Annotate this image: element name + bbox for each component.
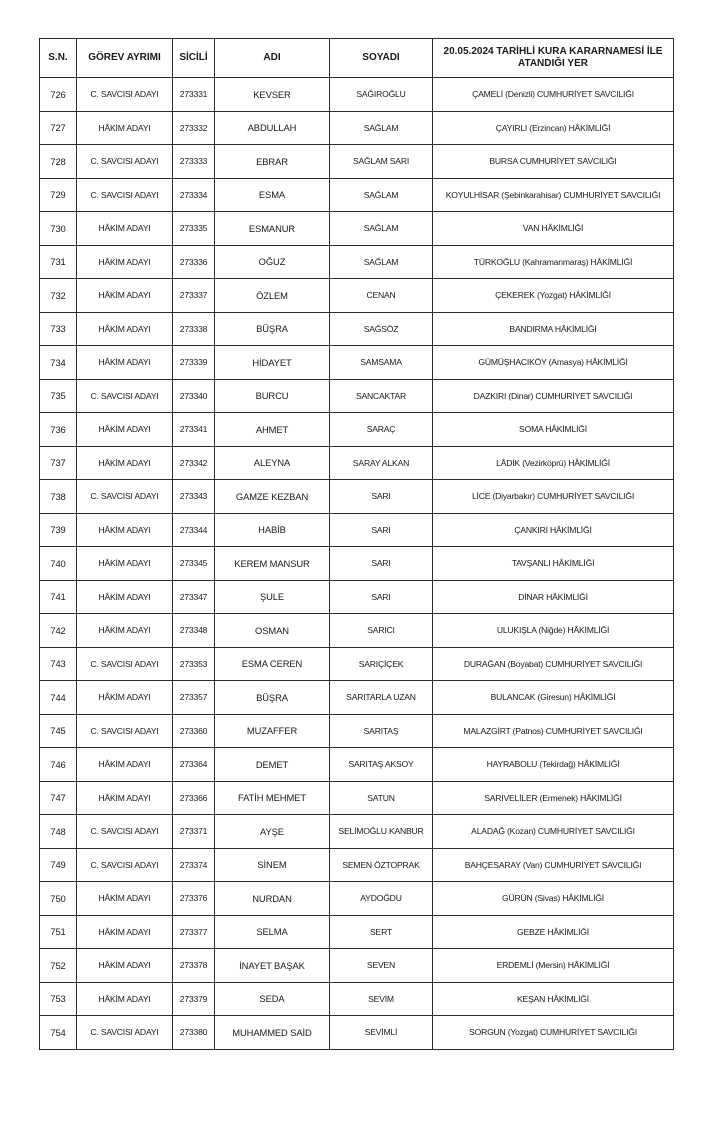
table-row <box>40 547 674 581</box>
cell-sn: 743 <box>40 647 77 681</box>
cell-sn: 729 <box>40 178 77 212</box>
table-row <box>40 480 674 514</box>
cell-sicili: 273337 <box>173 279 215 313</box>
cell-gorev-ayrimi: HÂKİM ADAYI <box>77 614 173 648</box>
cell-soyadi: SARAY ALKAN <box>330 446 433 480</box>
cell-sn: 727 <box>40 111 77 145</box>
cell-atandigi-yer: ÇAYIRLI (Erzincan) HÂKİMLİĞİ <box>433 111 674 145</box>
table-row <box>40 848 674 882</box>
cell-soyadi: SARI <box>330 480 433 514</box>
cell-gorev-ayrimi: HÂKİM ADAYI <box>77 346 173 380</box>
cell-sicili: 273353 <box>173 647 215 681</box>
table-row <box>40 781 674 815</box>
cell-sicili: 273340 <box>173 379 215 413</box>
cell-soyadi: SARIÇİÇEK <box>330 647 433 681</box>
cell-sicili: 273364 <box>173 748 215 782</box>
cell-gorev-ayrimi: HÂKİM ADAYI <box>77 915 173 949</box>
table-row <box>40 111 674 145</box>
cell-atandigi-yer: TÜRKOĞLU (Kahramanmaraş) HÂKİMLİĞİ <box>433 245 674 279</box>
cell-sn: 728 <box>40 145 77 179</box>
cell-soyadi: SAĞIROĞLU <box>330 78 433 112</box>
cell-sicili: 273371 <box>173 815 215 849</box>
cell-soyadi: SARICI <box>330 614 433 648</box>
cell-gorev-ayrimi: HÂKİM ADAYI <box>77 781 173 815</box>
cell-gorev-ayrimi: HÂKİM ADAYI <box>77 513 173 547</box>
cell-gorev-ayrimi: C. SAVCISI ADAYI <box>77 848 173 882</box>
table-row <box>40 178 674 212</box>
cell-sicili: 273334 <box>173 178 215 212</box>
cell-gorev-ayrimi: HÂKİM ADAYI <box>77 279 173 313</box>
cell-gorev-ayrimi: HÂKİM ADAYI <box>77 245 173 279</box>
cell-sicili: 273379 <box>173 982 215 1016</box>
table-row <box>40 614 674 648</box>
cell-atandigi-yer: BURSA CUMHURİYET SAVCILIĞI <box>433 145 674 179</box>
cell-sn: 750 <box>40 882 77 916</box>
cell-gorev-ayrimi: HÂKİM ADAYI <box>77 446 173 480</box>
cell-adi: MUHAMMED SAİD <box>215 1016 330 1050</box>
cell-gorev-ayrimi: HÂKİM ADAYI <box>77 413 173 447</box>
cell-gorev-ayrimi: HÂKİM ADAYI <box>77 982 173 1016</box>
cell-soyadi: SEVİM <box>330 982 433 1016</box>
cell-adi: KEREM MANSUR <box>215 547 330 581</box>
cell-atandigi-yer: SORGUN (Yozgat) CUMHURİYET SAVCILIĞI <box>433 1016 674 1050</box>
cell-soyadi: SAĞLAM <box>330 111 433 145</box>
cell-atandigi-yer: ERDEMLİ (Mersin) HÂKİMLİĞİ <box>433 949 674 983</box>
cell-atandigi-yer: LİCE (Diyarbakır) CUMHURİYET SAVCILIĞI <box>433 480 674 514</box>
cell-sicili: 273344 <box>173 513 215 547</box>
cell-sn: 731 <box>40 245 77 279</box>
cell-atandigi-yer: ÇANKIRI HÂKİMLİĞİ <box>433 513 674 547</box>
cell-sn: 748 <box>40 815 77 849</box>
cell-atandigi-yer: VAN HÂKİMLİĞİ <box>433 212 674 246</box>
cell-sn: 752 <box>40 949 77 983</box>
cell-sicili: 273331 <box>173 78 215 112</box>
cell-soyadi: SAĞLAM SARI <box>330 145 433 179</box>
table-row <box>40 1016 674 1050</box>
cell-sn: 753 <box>40 982 77 1016</box>
cell-gorev-ayrimi: HÂKİM ADAYI <box>77 882 173 916</box>
cell-gorev-ayrimi: C. SAVCISI ADAYI <box>77 714 173 748</box>
cell-sn: 739 <box>40 513 77 547</box>
cell-soyadi: SAMSAMA <box>330 346 433 380</box>
cell-adi: ESMA <box>215 178 330 212</box>
cell-adi: ESMA CEREN <box>215 647 330 681</box>
table-row <box>40 212 674 246</box>
cell-sn: 749 <box>40 848 77 882</box>
cell-adi: KEVSER <box>215 78 330 112</box>
cell-sn: 736 <box>40 413 77 447</box>
cell-sicili: 273380 <box>173 1016 215 1050</box>
cell-soyadi: SAĞLAM <box>330 245 433 279</box>
cell-sn: 751 <box>40 915 77 949</box>
cell-sn: 741 <box>40 580 77 614</box>
cell-adi: ALEYNA <box>215 446 330 480</box>
cell-atandigi-yer: BULANCAK (Giresun) HÂKİMLİĞİ <box>433 681 674 715</box>
cell-soyadi: SAĞLAM <box>330 178 433 212</box>
table-row <box>40 681 674 715</box>
table-header-row <box>40 39 674 78</box>
table-row <box>40 982 674 1016</box>
cell-atandigi-yer: BANDIRMA HÂKİMLİĞİ <box>433 312 674 346</box>
assignment-table <box>39 38 674 1050</box>
cell-gorev-ayrimi: C. SAVCISI ADAYI <box>77 178 173 212</box>
cell-sicili: 273348 <box>173 614 215 648</box>
table-row <box>40 714 674 748</box>
assignment-list-page <box>39 38 673 1050</box>
cell-sn: 747 <box>40 781 77 815</box>
cell-sn: 740 <box>40 547 77 581</box>
cell-sicili: 273357 <box>173 681 215 715</box>
cell-atandigi-yer: GEBZE HÂKİMLİĞİ <box>433 915 674 949</box>
cell-sn: 735 <box>40 379 77 413</box>
cell-sicili: 273374 <box>173 848 215 882</box>
cell-sicili: 273345 <box>173 547 215 581</box>
cell-soyadi: CENAN <box>330 279 433 313</box>
cell-sn: 737 <box>40 446 77 480</box>
table-row <box>40 915 674 949</box>
cell-atandigi-yer: SOMA HÂKİMLİĞİ <box>433 413 674 447</box>
cell-soyadi: SAĞLAM <box>330 212 433 246</box>
cell-sicili: 273335 <box>173 212 215 246</box>
cell-gorev-ayrimi: C. SAVCISI ADAYI <box>77 145 173 179</box>
cell-atandigi-yer: DAZKIRI (Dinar) CUMHURİYET SAVCILIĞI <box>433 379 674 413</box>
cell-soyadi: SELİMOĞLU KANBUR <box>330 815 433 849</box>
cell-soyadi: SANCAKTAR <box>330 379 433 413</box>
table-row <box>40 78 674 112</box>
header-adi: ADI <box>215 39 330 78</box>
table-row <box>40 312 674 346</box>
cell-sicili: 273339 <box>173 346 215 380</box>
cell-adi: ÖZLEM <box>215 279 330 313</box>
cell-adi: BÜŞRA <box>215 312 330 346</box>
cell-soyadi: SAĞSÖZ <box>330 312 433 346</box>
table-row <box>40 949 674 983</box>
table-row <box>40 580 674 614</box>
header-soyadi: SOYADI <box>330 39 433 78</box>
cell-atandigi-yer: BAHÇESARAY (Van) CUMHURİYET SAVCILIĞI <box>433 848 674 882</box>
cell-adi: ŞULE <box>215 580 330 614</box>
header-atandigi-yer: 20.05.2024 TARİHLİ KURA KARARNAMESİ İLE ATANDIĞI YER <box>433 39 674 78</box>
cell-gorev-ayrimi: HÂKİM ADAYI <box>77 312 173 346</box>
cell-soyadi: SARAÇ <box>330 413 433 447</box>
cell-adi: SİNEM <box>215 848 330 882</box>
cell-adi: FATİH MEHMET <box>215 781 330 815</box>
cell-atandigi-yer: ULUKIŞLA (Niğde) HÂKİMLİĞİ <box>433 614 674 648</box>
cell-atandigi-yer: DİNAR HÂKİMLİĞİ <box>433 580 674 614</box>
cell-gorev-ayrimi: C. SAVCISI ADAYI <box>77 815 173 849</box>
cell-adi: AYŞE <box>215 815 330 849</box>
table-row <box>40 279 674 313</box>
cell-soyadi: SARI <box>330 580 433 614</box>
cell-gorev-ayrimi: HÂKİM ADAYI <box>77 212 173 246</box>
cell-atandigi-yer: ÇEKEREK (Yozgat) HÂKİMLİĞİ <box>433 279 674 313</box>
cell-sicili: 273377 <box>173 915 215 949</box>
cell-adi: SEDA <box>215 982 330 1016</box>
cell-sicili: 273347 <box>173 580 215 614</box>
cell-atandigi-yer: KEŞAN HÂKİMLİĞİ <box>433 982 674 1016</box>
cell-sn: 754 <box>40 1016 77 1050</box>
cell-gorev-ayrimi: HÂKİM ADAYI <box>77 111 173 145</box>
cell-atandigi-yer: GÜMÜŞHACIKÖY (Amasya) HÂKİMLİĞİ <box>433 346 674 380</box>
table-row <box>40 882 674 916</box>
cell-gorev-ayrimi: C. SAVCISI ADAYI <box>77 379 173 413</box>
cell-sicili: 273332 <box>173 111 215 145</box>
cell-adi: AHMET <box>215 413 330 447</box>
cell-atandigi-yer: ÇAMELİ (Denizli) CUMHURİYET SAVCILIĞI <box>433 78 674 112</box>
cell-adi: OSMAN <box>215 614 330 648</box>
cell-atandigi-yer: MALAZGİRT (Patnos) CUMHURİYET SAVCILIĞI <box>433 714 674 748</box>
cell-atandigi-yer: SARIVELİLER (Ermenek) HÂKİMLİĞİ <box>433 781 674 815</box>
cell-atandigi-yer: KOYULHİSAR (Şebinkarahisar) CUMHURİYET SAVCILIĞI <box>433 178 674 212</box>
header-gorev-ayrimi: GÖREV AYRIMI <box>77 39 173 78</box>
table-row <box>40 815 674 849</box>
cell-gorev-ayrimi: HÂKİM ADAYI <box>77 547 173 581</box>
cell-gorev-ayrimi: C. SAVCISI ADAYI <box>77 78 173 112</box>
cell-adi: EBRAR <box>215 145 330 179</box>
cell-sn: 732 <box>40 279 77 313</box>
table-row <box>40 145 674 179</box>
cell-soyadi: SATUN <box>330 781 433 815</box>
cell-soyadi: SEVEN <box>330 949 433 983</box>
cell-adi: HİDAYET <box>215 346 330 380</box>
cell-sicili: 273342 <box>173 446 215 480</box>
cell-sn: 746 <box>40 748 77 782</box>
cell-adi: SELMA <box>215 915 330 949</box>
cell-atandigi-yer: HAYRABOLU (Tekirdağ) HÂKİMLİĞİ <box>433 748 674 782</box>
cell-atandigi-yer: ALADAĞ (Kozan) CUMHURİYET SAVCILIĞI <box>433 815 674 849</box>
cell-atandigi-yer: GÜRÜN (Sivas) HÂKİMLİĞİ <box>433 882 674 916</box>
table-row <box>40 647 674 681</box>
cell-atandigi-yer: DURAĞAN (Boyabat) CUMHURİYET SAVCILIĞI <box>433 647 674 681</box>
cell-sicili: 273341 <box>173 413 215 447</box>
cell-sn: 744 <box>40 681 77 715</box>
cell-sn: 730 <box>40 212 77 246</box>
cell-gorev-ayrimi: C. SAVCISI ADAYI <box>77 647 173 681</box>
cell-soyadi: SEMEN ÖZTOPRAK <box>330 848 433 882</box>
cell-sn: 734 <box>40 346 77 380</box>
cell-sn: 733 <box>40 312 77 346</box>
cell-sicili: 273360 <box>173 714 215 748</box>
cell-adi: DEMET <box>215 748 330 782</box>
cell-gorev-ayrimi: C. SAVCISI ADAYI <box>77 480 173 514</box>
cell-gorev-ayrimi: HÂKİM ADAYI <box>77 748 173 782</box>
cell-sn: 726 <box>40 78 77 112</box>
cell-soyadi: SARITAŞ AKSOY <box>330 748 433 782</box>
cell-sn: 745 <box>40 714 77 748</box>
cell-gorev-ayrimi: HÂKİM ADAYI <box>77 580 173 614</box>
header-sn: S.N. <box>40 39 77 78</box>
cell-atandigi-yer: TAVŞANLI HÂKİMLİĞİ <box>433 547 674 581</box>
cell-adi: İNAYET BAŞAK <box>215 949 330 983</box>
cell-soyadi: SARITARLA UZAN <box>330 681 433 715</box>
cell-gorev-ayrimi: HÂKİM ADAYI <box>77 681 173 715</box>
cell-adi: OĞUZ <box>215 245 330 279</box>
cell-sicili: 273376 <box>173 882 215 916</box>
cell-sicili: 273343 <box>173 480 215 514</box>
table-row <box>40 513 674 547</box>
cell-sicili: 273333 <box>173 145 215 179</box>
table-row <box>40 245 674 279</box>
cell-soyadi: SEVİMLİ <box>330 1016 433 1050</box>
cell-gorev-ayrimi: HÂKİM ADAYI <box>77 949 173 983</box>
cell-soyadi: SARITAŞ <box>330 714 433 748</box>
cell-adi: BÜŞRA <box>215 681 330 715</box>
table-row <box>40 346 674 380</box>
cell-adi: BURCU <box>215 379 330 413</box>
cell-adi: NURDAN <box>215 882 330 916</box>
cell-sn: 742 <box>40 614 77 648</box>
cell-soyadi: AYDOĞDU <box>330 882 433 916</box>
cell-soyadi: SARI <box>330 513 433 547</box>
cell-adi: MUZAFFER <box>215 714 330 748</box>
cell-sicili: 273378 <box>173 949 215 983</box>
cell-sicili: 273338 <box>173 312 215 346</box>
cell-adi: ESMANUR <box>215 212 330 246</box>
cell-atandigi-yer: LÂDİK (Vezirköprü) HÂKİMLİĞİ <box>433 446 674 480</box>
cell-adi: ABDULLAH <box>215 111 330 145</box>
cell-adi: HABİB <box>215 513 330 547</box>
cell-sicili: 273336 <box>173 245 215 279</box>
table-row <box>40 748 674 782</box>
cell-sicili: 273366 <box>173 781 215 815</box>
header-sicili: SİCİLİ <box>173 39 215 78</box>
table-row <box>40 379 674 413</box>
cell-adi: GAMZE KEZBAN <box>215 480 330 514</box>
cell-sn: 738 <box>40 480 77 514</box>
table-row <box>40 446 674 480</box>
table-row <box>40 413 674 447</box>
cell-soyadi: SARI <box>330 547 433 581</box>
cell-gorev-ayrimi: C. SAVCISI ADAYI <box>77 1016 173 1050</box>
table-body <box>40 78 674 1050</box>
cell-soyadi: SERT <box>330 915 433 949</box>
